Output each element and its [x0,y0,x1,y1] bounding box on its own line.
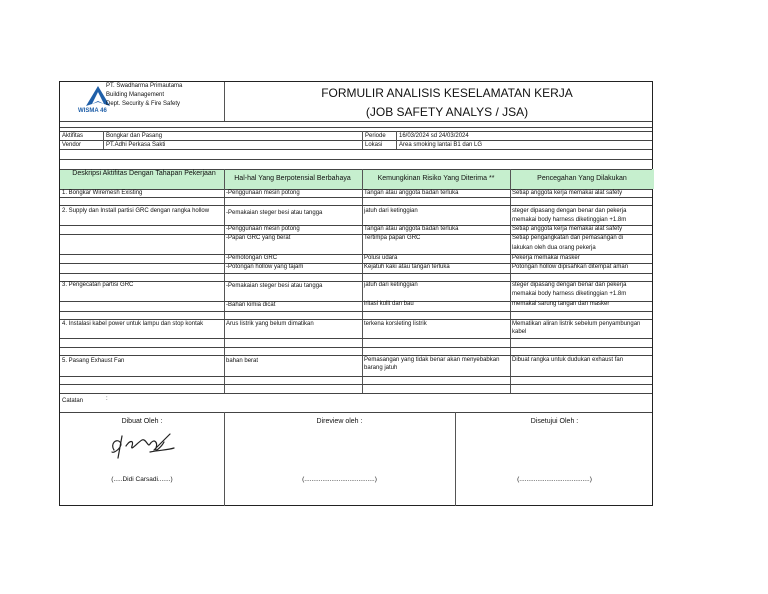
row10-bahaya: bahan berat [226,358,259,364]
row6-risiko: Kejatuh kaki atau tangan terluka [364,264,450,270]
logo-text: WISMA 46 [78,108,107,114]
row8-pencegahan: memakai sarung tangan dan masker [512,301,610,307]
catatan-separator: : [106,396,108,402]
company-dept: Dept. Security & Fire Safety [106,101,181,107]
row2-pencegahan-2: memakai body harness diketinggian +1.8m [512,217,627,223]
col-header-risiko: Kemungkinan Risiko Yang Diterima ** [377,175,495,182]
col-header-bahaya: Hal-hal Yang Berpotensial Berbahaya [234,175,351,182]
row4-bahaya: -Papan GRC yang berat [226,235,291,241]
company-name: PT. Swadharma Primautama [106,83,183,89]
disetujui-oleh-label: Disetujui Oleh : [530,418,579,425]
row2-aktifitas: 2. Supply dan Install partisi GRC dengan rangka hollow [62,208,210,214]
direview-oleh-name: (.......................................) [302,476,377,483]
row6-bahaya: -Potongan hollow yang tajam [226,264,304,270]
form-subtitle: (JOB SAFETY ANALYS / JSA) [365,105,529,119]
row3-pencegahan: Setiap anggota kerja memakai alat safety [512,226,623,232]
row4-risiko: Tertimpa papan GRC [364,235,421,241]
row1-aktifitas: 1. Bongkar Wiremesh Existing [62,190,143,196]
row1-bahaya: -Penggunaan mesin potong [226,190,300,196]
lokasi-value: Area smoking lantai B1 dan LG [399,142,483,148]
disetujui-oleh-name: (.......................................) [517,476,592,483]
row9-risiko: terkena korsleting listrik [364,321,427,327]
dibuat-oleh-name: (.....Didi Carsadi.......) [111,476,173,483]
row1-pencegahan: Setiap anggota kerja memakai alat safety [512,190,623,196]
catatan-label: Catatan [62,398,84,404]
row7-aktifitas: 3. Pengecatan partisi GRC [62,282,134,288]
row5-risiko: Polusi udara [364,255,398,261]
row2-bahaya: -Pemakaian steger besi atau tangga [226,210,323,216]
direview-oleh-label: Direview oleh : [316,418,363,425]
row2-pencegahan-1: steger dipasang dengan benar dan pekerja [512,208,627,214]
row10-risiko: Pemasangan yang tidak benar akan menyebabkan barang jatuh [364,357,500,371]
row3-bahaya: -Penggunaan mesin potong [226,226,300,232]
signature-image [104,428,180,466]
row9-pencegahan: Mematikan aliran listrik sebelum penyambungan kabel [512,321,641,335]
vendor-value: PT.Adhi Perkasa Sakti [106,142,166,148]
aktifitas-value: Bongkar dan Pasang [106,133,163,139]
row8-bahaya: -Bahan kimia dicat [226,302,276,308]
row2-risiko: jatuh dari ketinggian [364,208,418,214]
row7-bahaya: -Pemakaian steger besi atau tangga [226,283,323,289]
periode-label: Periode [365,133,386,139]
company-division: Building Management [106,92,165,98]
lokasi-label: Lokasi [365,142,383,148]
row7-pencegahan-1: steger dipasang dengan benar dan pekerja [512,282,627,288]
row5-bahaya: -Pemotongan GRC [226,255,278,261]
row1-risiko: Tangan atau anggota badan terluka [364,190,459,196]
row4-pencegahan-2: lakukan oleh dua orang pekerja [512,245,596,251]
col-header-deskripsi: Deskripsi Aktifitas Dengan Tahapan Pekerjaan [72,170,216,177]
row8-risiko: iritasi kulit dan bau [364,301,414,307]
form-title: FORMULIR ANALISIS KESELAMATAN KERJA [321,86,573,100]
row4-pencegahan-1: Setiap pengangkatan dan pemasangan di [512,235,624,241]
row9-aktifitas: 4. Instalasi kabel power untuk lampu dan stop kontak [62,321,204,327]
vendor-label: Vendor [62,142,82,148]
row6-pencegahan: Potongan hollow dipisahkan ditempat aman [512,264,629,270]
row9-bahaya: Arus listrik yang belum dimatikan [226,321,314,327]
row7-risiko: jatuh dari ketinggian [364,282,418,288]
periode-value: 16/03/2024 sd 24/03/2024 [399,133,469,139]
dibuat-oleh-label: Dibuat Oleh : [121,418,163,425]
row3-risiko: Tangan atau anggota badan terluka [364,226,459,232]
aktifitas-label: Aktifitas [62,133,84,139]
col-header-pencegahan: Pencegahan Yang Dilakukan [537,175,627,182]
row10-aktifitas: 5. Pasang Exhaust Fan [62,358,125,364]
row5-pencegahan: Pekerja memakai masker [512,255,580,261]
row7-pencegahan-2: memakai body harness diketinggian +1.8m [512,291,627,297]
row10-pencegahan: Dibuat rangka untuk dudukan exhaust fan [512,357,624,363]
jsa-form [59,81,653,506]
